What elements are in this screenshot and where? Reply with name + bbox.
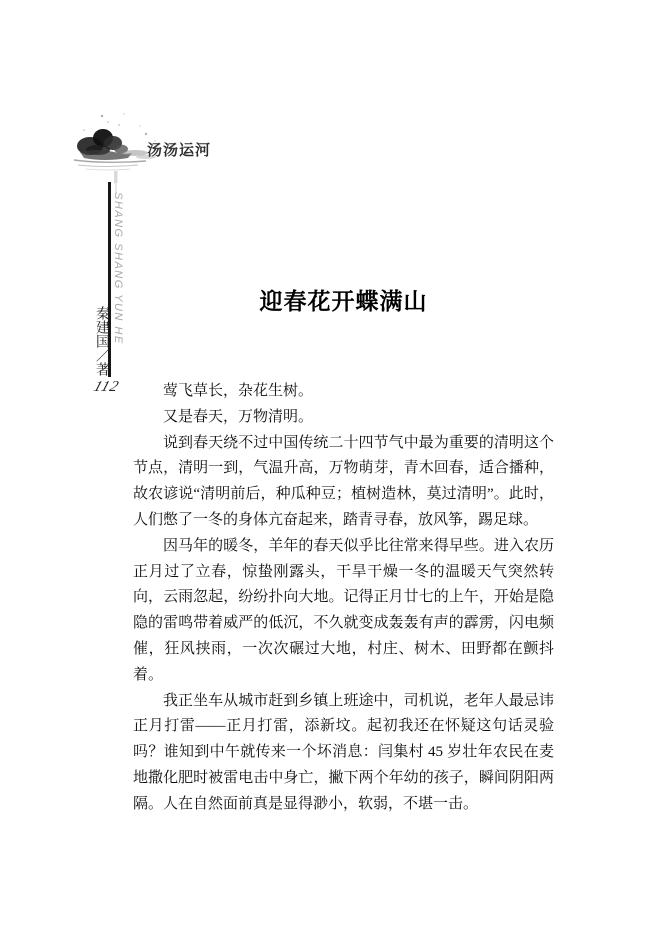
page-number: 112: [91, 379, 122, 395]
article-body: [133, 379, 554, 818]
author-credit: 秦建国／著: [94, 306, 109, 376]
paragraph: 莺飞草长，杂花生树。: [163, 383, 314, 399]
paragraph: 又是春天，万物清明。: [163, 408, 314, 425]
paragraph: 因马年的暖冬，羊年的春天似乎比往常来得早些。进入农历正月过了立春，惊蛰刚露头，干旱干燥一冬的温暖天气突然转向，云雨忽起，纷纷扑向大地。记得正月廿七的上午，开始是隐隐的雷鸣带着威严的低沉，不久就变成轰轰有声的霹雳，闪电频催，狂风挟雨，一次次碾过大地，村庄、树木、田野都在颤抖着。: [133, 537, 554, 683]
paragraph: 我正坐车从城市赶到乡镇上班途中，司机说，老年人最忌讳正月打雷——正月打雷，添新坟。起初我还在怀疑这句话灵验吗？谁知到中午就传来一个坏消息：闫集村 45 岁壮年农民在麦地撒化肥时被雷电击中身亡，撇下两个年幼的孩子，瞬间阴阳两隔。人在自然面前真是显得渺小，软弱，不堪一击。: [133, 692, 554, 812]
series-title: 汤汤运河: [147, 142, 212, 159]
paragraph: 说到春天绕不过中国传统二十四节气中最为重要的清明这个节点，清明一到，气温升高，万物萌芽，青木回春，适合播种，故农谚说“清明前后，种瓜种豆；植树造林，莫过清明”。此时，人们憋了一冬的身体亢奋起来，踏青寻春，放风筝，踢足球。: [133, 434, 554, 528]
chapter-title: 迎春花开蝶满山: [259, 289, 428, 315]
series-title-pinyin: SHANG SHANG YUN HE: [112, 192, 124, 345]
